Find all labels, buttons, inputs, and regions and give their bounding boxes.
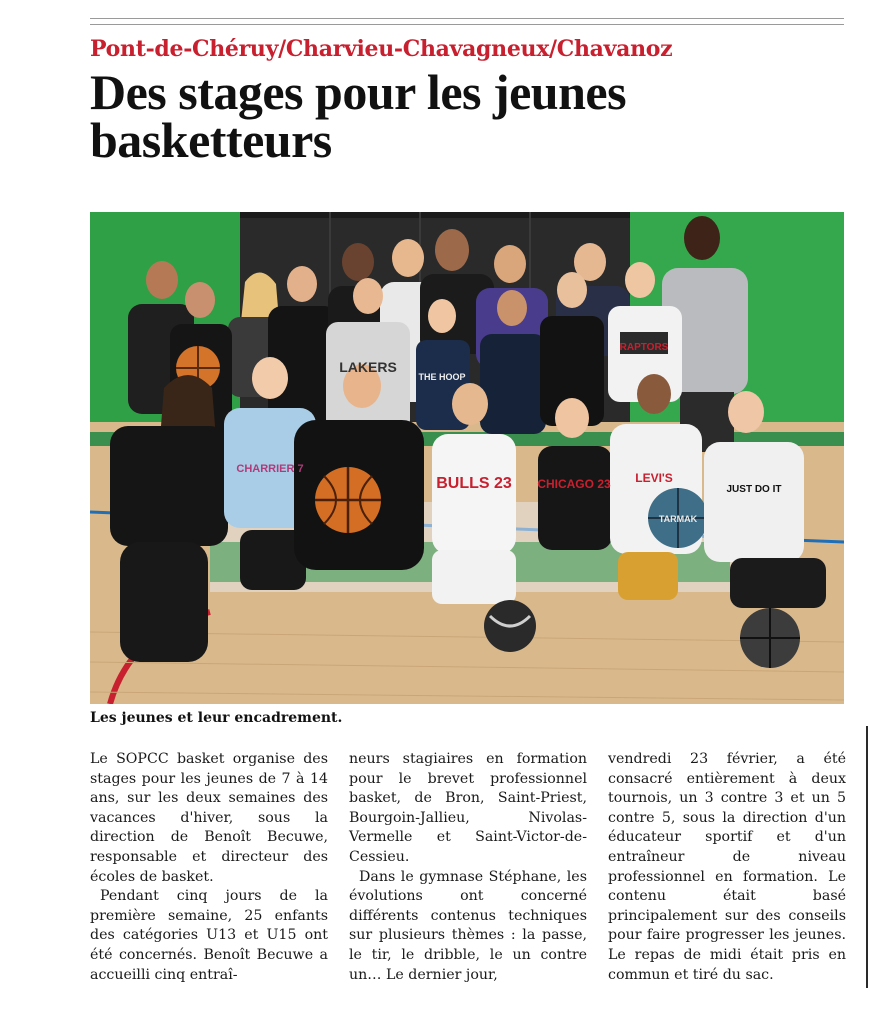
jersey-text-lakers: LAKERS [339,359,397,375]
article-kicker: Pont-de-Chéruy/Charvieu-Chavagneux/Chavanoz [90,36,673,62]
jersey-text-just-do-it: JUST DO IT [726,484,782,495]
column-2-paragraph-2: Dans le gymnase Stéphane, les évolutions ont concerné différents contenus techniques sur plusieurs thèmes : la passe, le tir, le dribble, le un contre un… Le dernier jour, [349,868,587,983]
top-rule [90,18,844,19]
column-2-paragraph-1: neurs stagiaires en formation pour le brevet professionnel basket, de Bron, Saint-Priest, Bourgoin-Jallieu, Nivolas-Vermelle et Saint-Victor-de-Cessieu. [349,751,587,865]
jersey-text-raptors: RAPTORS [619,342,669,353]
jersey-text-levis: LEVI'S [635,471,673,485]
column-1-paragraph-1: Le SOPCC basket organise des stages pour les jeunes de 7 à 14 ans, sur les deux semaines des vacances d'hiver, sous la direction de Benoît Becuwe, responsable et directeur des écoles de basket. [90,751,328,885]
column-1-paragraph-2: Pendant cinq jours de la première semaine, 25 enfants des catégories U13 et U15 ont été concernés. Benoît Becuwe a accueilli cinq entraî- [90,888,328,983]
jersey-text-bulls: BULLS 23 [436,475,512,492]
column-side-rule [866,726,868,988]
previous-article-fragment [90,0,844,5]
article-title: Des stages pour les jeunes basketteurs [90,64,627,168]
ball-text-tarmak: TARMAK [658,514,698,524]
jersey-text-the-hoop: THE HOOP [418,372,466,382]
column-3-paragraph-1: vendredi 23 février, a été consacré entièrement à deux tournois, un 3 contre 3 et un 5 contre 5, sous la direction d'un éducateur sportif et d'un entraîneur de niveau professionnel en formation. Le contenu était basé principalement sur des conseils pour faire progresser les jeunes. Le repas de midi était pris en commun et tiré du sac. [608,751,846,983]
team-photo [90,212,844,704]
article-column-3 [608,750,846,985]
article-column-1 [90,750,328,985]
photo-caption: Les jeunes et leur encadrement. [90,710,343,726]
jersey-text-charrier: CHARRIER 7 [236,463,304,475]
jersey-text-chicago: CHICAGO 23 [537,477,611,491]
top-rule-double [90,24,844,25]
article-column-2 [349,750,587,985]
